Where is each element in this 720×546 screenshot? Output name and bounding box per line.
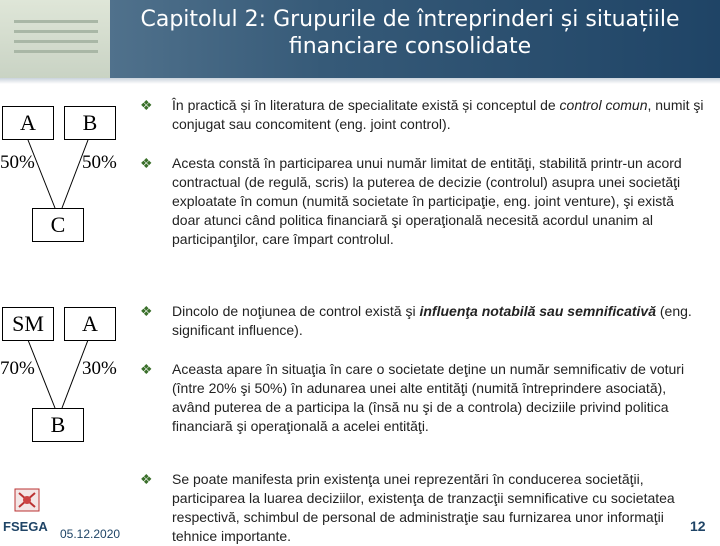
title-line-1: Capitolul 2: Grupurile de întreprinderi și situațiile bbox=[140, 7, 680, 32]
diamond-check-icon: ❖ bbox=[140, 361, 153, 377]
diagram1-pct-a: 50% bbox=[0, 152, 35, 173]
diagram1-box-c: C bbox=[32, 208, 84, 242]
bullet-item: ❖ Acesta constă în participarea unui număr limitat de entităţi, stabilită printr-un acord contractual (de regulă, scris) la puterea de decizie (controlul) asupra unei societăţi exploatate în comun (numită societate în participaţie, eng. joint venture), şi există doar atunci când politica financiară şi operaţională necesită acordul unanim al participanţilor, care împart controlul. bbox=[140, 155, 682, 247]
diamond-check-icon: ❖ bbox=[140, 471, 153, 487]
diagram1-box-a: A bbox=[2, 106, 54, 140]
bullet-item: ❖ În practică și în literatura de specialitate există și conceptul de control comun, numit şi conjugat sau concomitent (eng. joint control). bbox=[140, 97, 704, 132]
diamond-check-icon: ❖ bbox=[140, 303, 153, 319]
diagram2-box-b: B bbox=[32, 408, 84, 442]
diamond-check-icon: ❖ bbox=[140, 155, 153, 171]
bullet-item: ❖ Dincolo de noţiunea de control există şi influenţa notabilă sau semnificativă (eng. significant influence). bbox=[140, 303, 692, 338]
slide-title bbox=[110, 6, 710, 60]
diagram2-box-a: A bbox=[64, 307, 116, 341]
bullet-item: ❖ Se poate manifesta prin existenţa unei reprezentări în conducerea societăţii, participarea la luarea deciziilor, existenţa de tranzacţii semnificative cu societatea respectivă, schimbul de personal de administraţie sau furnizarea unor informaţii tehnice importante. bbox=[140, 471, 675, 544]
ownership-diagram-lines bbox=[0, 0, 140, 540]
logo-text: FSEGA bbox=[3, 519, 48, 534]
diagram2-box-sm: SM bbox=[2, 307, 54, 341]
diagram2-pct-sm: 70% bbox=[0, 358, 35, 379]
diamond-check-icon: ❖ bbox=[140, 97, 153, 113]
title-line-2: financiare consolidate bbox=[288, 34, 532, 59]
bullet-item: ❖ Aceasta apare în situaţia în care o societate deţine un număr semnificativ de voturi (între 20% şi 50%) în adunarea unei alte entităţi (numită întreprindere asociată), având puterea de a participa la (însă nu şi de a controla) deciziile privind politica financiară şi operaţională a acelei entităţi. bbox=[140, 361, 685, 434]
slide-date: 05.12.2020 bbox=[60, 527, 121, 541]
diagram1-pct-b: 50% bbox=[82, 152, 117, 173]
page-number: 12 bbox=[690, 518, 706, 534]
diagram2-pct-a: 30% bbox=[82, 358, 117, 379]
diagram1-box-b: B bbox=[64, 106, 116, 140]
